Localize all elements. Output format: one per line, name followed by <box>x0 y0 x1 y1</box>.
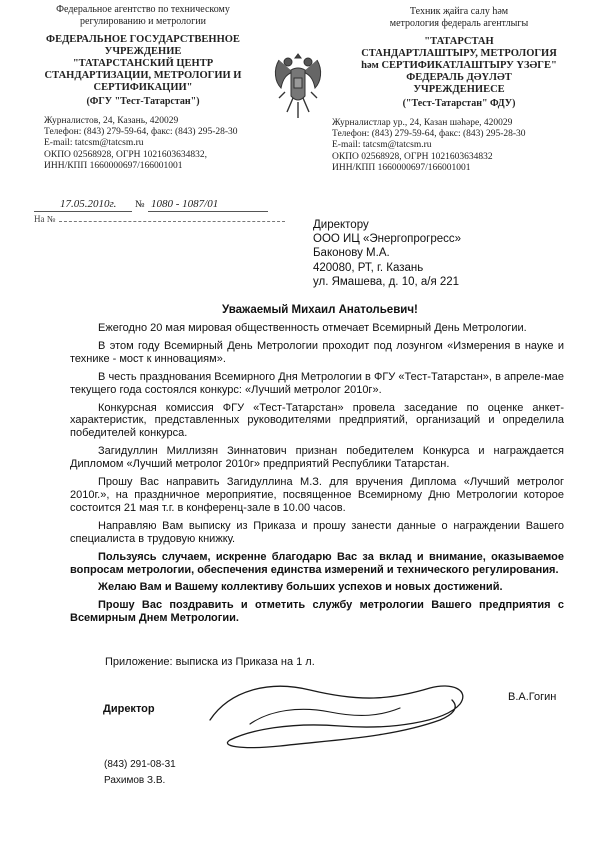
signer-title: Директор <box>103 703 155 715</box>
number-label: № <box>135 199 145 210</box>
paragraph: Загидуллин Миллизян Зиннатович признан победителем Конкурса и награждается Дипломом «Лучший метролог 2010г» предприятий Республики Татарстан. <box>70 445 564 471</box>
agency-name-tt: Техник җайга салу һәм метрология федераль агентлыгы <box>389 6 529 29</box>
executor-name: Рахимов З.В. <box>104 775 166 786</box>
executor-phone: (843) 291-08-31 <box>104 759 176 770</box>
contacts-ru: Журналистов, 24, Казань, 420029 Телефон: (843) 279-59-64, факс: (843) 295-28-30 E-mail: tatcsm@tatcsm.ru ОКПО 02568928, ОГРН 1021603634832, ИНН/КПП 1660000697/166001001 <box>44 116 238 171</box>
greeting: Уважаемый Михаил Анатольевич! <box>222 304 418 316</box>
short-name-ru: (ФГУ "Тест-Татарстан") <box>86 96 200 107</box>
registration-line <box>34 199 268 215</box>
letterhead-right <box>328 6 590 174</box>
outgoing-number: 1080 - 1087/01 <box>151 198 219 210</box>
agency-name-ru: Федеральное агентство по техническому регулированию и метрологии <box>56 4 230 27</box>
letter-body <box>70 322 564 630</box>
institution-name-tt: "ТАТАРСТАН СТАНДАРТЛАШТЫРУ, МЕТРОЛОГИЯ һәм СЕРТИФИКАТЛАШТЫРУ ҮЗӘГЕ" ФЕДЕРАЛЬ ДӘҮЛӘТ УЧРЕЖДЕНИЕСЕ <box>361 36 557 95</box>
bold-paragraph: Прошу Вас поздравить и отметить службу метрологии Вашего предприятия с Всемирным Днем Метрологии. <box>70 599 564 625</box>
reference-label: На № <box>34 214 56 224</box>
attachment-note: Приложение: выписка из Приказа на 1 л. <box>105 656 315 668</box>
date-underline <box>34 211 132 212</box>
addressee-street: ул. Ямашева, д. 10, а/я 221 <box>313 275 460 288</box>
handwritten-signature <box>190 660 490 760</box>
paragraph: В этом году Всемирный День Метрологии проходит под лозунгом «Измерения в науке и технике - мост к инновациям». <box>70 339 564 365</box>
signer-name: В.А.Гогин <box>508 691 557 703</box>
paragraph: Ежегодно 20 мая мировая общественность отмечает Всемирный День Метрологии. <box>98 322 527 334</box>
paragraph: Прошу Вас направить Загидуллина М.З. для вручения Диплома «Лучший метролог 2010г.», на праздничное мероприятие, посвященное Всемирному Дню Метрологии которое состоится 21 мая т.г. в конференц-зале в 10.00 часов. <box>70 476 564 514</box>
addressee-person: Баконову М.А. <box>313 247 390 260</box>
number-underline <box>148 211 268 212</box>
addressee-city: 420080, РТ, г. Казань <box>313 261 424 274</box>
paragraph: Конкурсная комиссия ФГУ «Тест-Татарстан» провела заседание по оценке анкет-характеристик, представленных руководителями предприятий, организаций и определила победителей конкурса. <box>70 401 564 440</box>
double-headed-eagle-emblem <box>271 48 325 126</box>
addressee-company: ООО ИЦ «Энергопрогресс» <box>313 233 462 246</box>
short-name-tt: ("Тест-Татарстан" ФДУ) <box>402 98 516 109</box>
reference-line <box>34 214 285 224</box>
bold-paragraph: Желаю Вам и Вашему коллективу больших успехов и новых достижений. <box>98 581 503 594</box>
outgoing-date: 17.05.2010г. <box>60 198 117 210</box>
institution-name-ru: ФЕДЕРАЛЬНОЕ ГОСУДАРСТВЕННОЕ УЧРЕЖДЕНИЕ "ТАТАРСТАНСКИЙ ЦЕНТР СТАНДАРТИЗАЦИИ, МЕТРОЛОГИИ И СЕРТИФИКАЦИИ" <box>44 34 242 93</box>
letterhead-left <box>18 4 268 172</box>
bold-paragraph: Пользуясь случаем, искренне благодарю Вас за вклад и внимание, оказываемое вопросам метрологии, обеспечения единства измерений и технического регулирования. <box>70 550 564 576</box>
paragraph: В честь празднования Всемирного Дня Метрологии в ФГУ «Тест-Татарстан», в апреле-мае текущего года состоялся конкурс: «Лучший метролог 2010г». <box>70 370 564 396</box>
paragraph: Направляю Вам выписку из Приказа и прошу занести данные о награждении Вашего специалиста в трудовую книжку. <box>70 519 564 545</box>
reference-underline <box>59 221 285 222</box>
addressee-block <box>313 218 461 289</box>
contacts-tt: Журналистлар ур., 24, Казан шәһәре, 420029 Телефон: (843) 279-59-64, факс: (843) 295-28-30 E-mail: tatcsm@tatcsm.ru ОКПО 02568928, ОГРН 1021603634832 ИНН/КПП 1660000697/166001001 <box>332 118 526 173</box>
addressee-title: Директору <box>313 219 369 231</box>
